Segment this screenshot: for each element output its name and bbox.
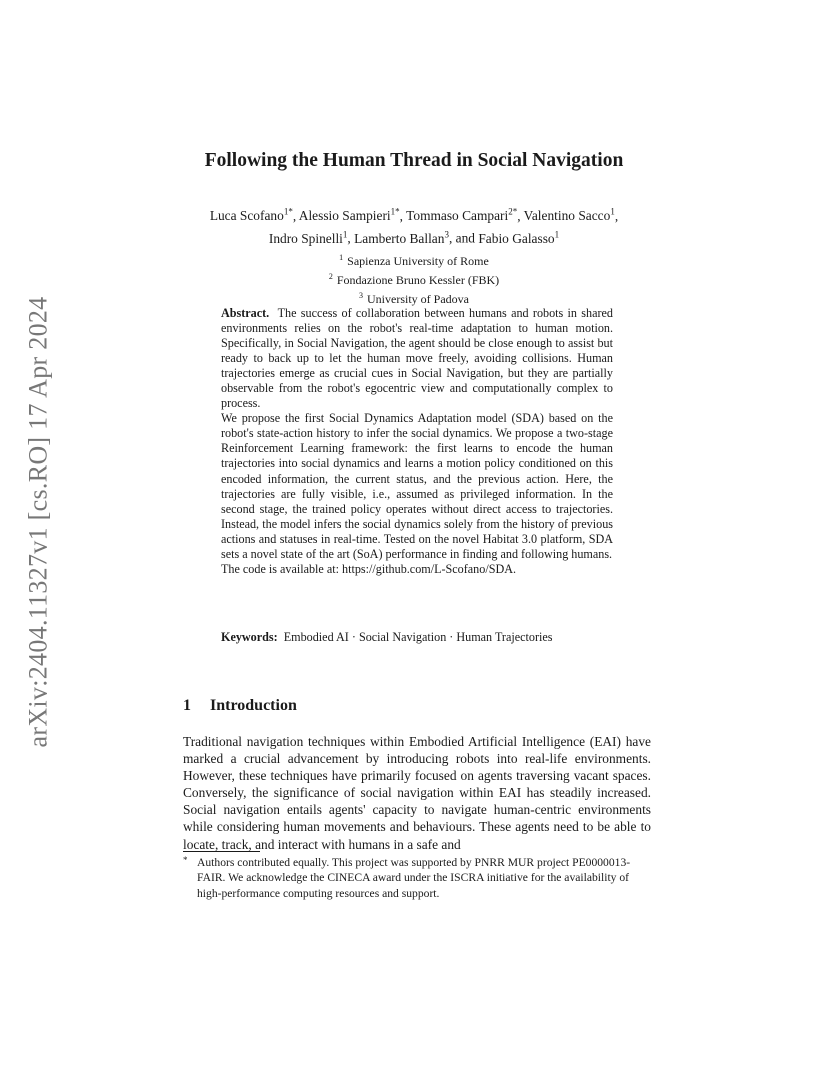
footnote-text: Authors contributed equally. This project was supported by PNRR MUR project PE0000013-FAIR. We acknowledge the CINECA award under the ISCRA initiative for the availability of high-performance computing resources and support.: [197, 856, 631, 900]
paper-title: Following the Human Thread in Social Navigation: [204, 150, 624, 171]
affiliation: $^3$ University of Padova: [359, 291, 469, 306]
keyword: Embodied AI: [283, 630, 349, 644]
footnote-mark: *: [183, 855, 188, 865]
abstract-label: Abstract.: [221, 306, 270, 320]
author-connector: and: [455, 230, 475, 246]
arxiv-id-text: arXiv:2404.11327v1 [cs.RO] 17 Apr 2024: [23, 296, 53, 748]
affiliation: $^2$ Fondazione Bruno Kessler (FBK): [328, 272, 500, 287]
keyword: Human Trajectories: [456, 630, 553, 644]
author: Tommaso Campari$^{2*}$: [406, 207, 518, 224]
affiliation-list: [200, 250, 628, 307]
affiliation: $^1$ Sapienza University of Rome: [339, 253, 489, 268]
keywords: Keywords: Embodied AI · Social Navigation · Human Trajectories: [221, 630, 553, 644]
author-list: Luca Scofano$^{1*}$, Alessio Sampieri$^{1*}$, Tommaso Campari$^{2*}$, Valentino Sacco$^1$, Indro Spinelli$^1$, Lamberto Ballan$^3$, and Fabio Galasso$^1$: [209, 207, 619, 246]
author: Lamberto Ballan$^3$: [354, 229, 449, 246]
keywords-label: Keywords:: [221, 630, 278, 644]
introduction-body: [183, 733, 651, 853]
footnote: [183, 855, 651, 901]
section-title: Introduction: [210, 697, 297, 714]
intro-paragraph: Traditional navigation techniques within Embodied Artificial Intelligence (EAI) have marked a crucial advancement by introducing robots into real-life environments. However, these techniques have primarily focused on agents traversing vacant spaces. Conversely, the significance of social navigation within EAI has steadily increased. Social navigation entails agents' capacity to navigate human-centric environments while considering human movements and behaviours. These agents need to be able to locate, track, and interact with humans in a safe and: [183, 734, 651, 852]
section-number: 1: [183, 697, 191, 714]
footnote-rule: [183, 851, 260, 852]
author: Luca Scofano$^{1*}$: [209, 207, 293, 224]
abstract-paragraph: Abstract. The success of collaboration between humans and robots in shared environments relies on the robot's real-time adaptation to human motion. Specifically, in Social Navigation, the agent should be close enough to assist but ready to back up to let the human move freely, avoiding collisions. Human trajectories emerge as crucial cues in Social Navigation, but they are partially observable from the robot's egocentric view and computationally complex to process.: [221, 306, 613, 411]
keyword: Social Navigation: [358, 630, 447, 644]
arxiv-identifier-stamp: [23, 286, 53, 758]
author: Alessio Sampieri$^{1*}$: [298, 207, 400, 224]
abstract-code-link[interactable]: The code is available at: https://github.com/L-Scofano/SDA.: [221, 561, 517, 576]
author: Fabio Galasso$^1$: [478, 229, 560, 246]
abstract-paragraph: We propose the first Social Dynamics Adaptation model (SDA) based on the robot's state-action history to infer the social dynamics. We propose a two-stage Reinforcement Learning framework: the first learns to encode the human trajectories into social dynamics and learns a motion policy conditioned on this encoded information, the current status, and the previous action. Here, the trajectories are fully visible, i.e., assumed as privileged information. In the second stage, the trained policy operates without direct access to trajectories. Instead, the model infers the social dynamics solely from the history of previous actions and statuses in real-time. Tested on the novel Habitat 3.0 platform, SDA sets a novel state of the art (SoA) performance in finding and following humans.: [221, 411, 613, 561]
author: Valentino Sacco$^1$: [523, 207, 615, 224]
author: Indro Spinelli$^1$: [268, 229, 348, 246]
abstract: [221, 306, 613, 577]
section-heading: [183, 697, 297, 715]
